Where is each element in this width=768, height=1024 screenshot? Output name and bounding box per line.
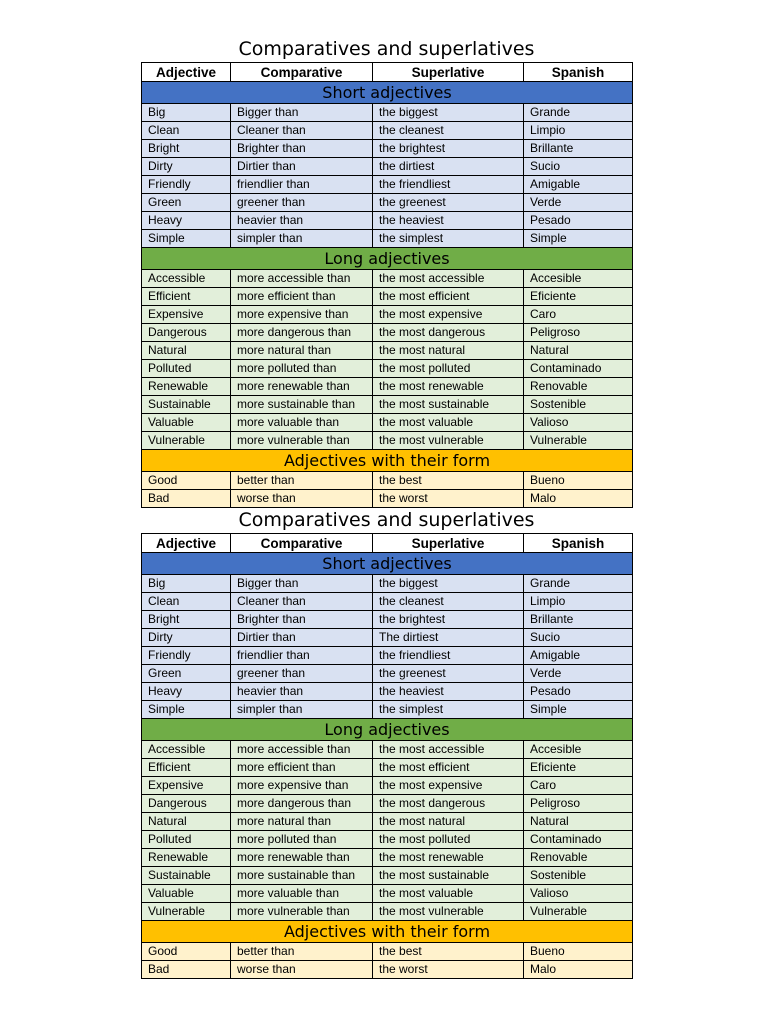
section-label: Long adjectives	[142, 719, 633, 741]
cell-spanish: Renovable	[524, 849, 633, 867]
section-label: Short adjectives	[142, 82, 633, 104]
cell-adjective: Bright	[142, 140, 231, 158]
cell-superlative: the cleanest	[373, 122, 524, 140]
cell-comparative: more expensive than	[231, 777, 373, 795]
cell-spanish: Sucio	[524, 629, 633, 647]
cell-comparative: more renewable than	[231, 849, 373, 867]
cell-spanish: Grande	[524, 104, 633, 122]
cell-adjective: Accessible	[142, 270, 231, 288]
table-row	[142, 432, 633, 450]
cell-spanish: Natural	[524, 342, 633, 360]
cell-adjective: Natural	[142, 813, 231, 831]
cell-comparative: more sustainable than	[231, 396, 373, 414]
table-row	[142, 176, 633, 194]
cell-comparative: Brighter than	[231, 140, 373, 158]
cell-spanish: Sostenible	[524, 396, 633, 414]
header-superlative: Superlative	[373, 63, 524, 82]
vocab-table-block-2	[141, 507, 632, 979]
cell-comparative: Bigger than	[231, 104, 373, 122]
header-adjective: Adjective	[142, 534, 231, 553]
header-spanish: Spanish	[524, 534, 633, 553]
cell-comparative: Dirtier than	[231, 158, 373, 176]
cell-spanish: Pesado	[524, 683, 633, 701]
cell-comparative: more accessible than	[231, 741, 373, 759]
cell-adjective: Polluted	[142, 360, 231, 378]
cell-comparative: greener than	[231, 194, 373, 212]
section-header-irr	[142, 921, 633, 943]
section-label: Adjectives with their form	[142, 450, 633, 472]
cell-superlative: the best	[373, 943, 524, 961]
cell-adjective: Friendly	[142, 647, 231, 665]
table-row	[142, 849, 633, 867]
cell-superlative: the most valuable	[373, 885, 524, 903]
cell-adjective: Accessible	[142, 741, 231, 759]
cell-spanish: Brillante	[524, 611, 633, 629]
cell-adjective: Vulnerable	[142, 432, 231, 450]
cell-comparative: more efficient than	[231, 288, 373, 306]
cell-superlative: the greenest	[373, 194, 524, 212]
cell-adjective: Efficient	[142, 759, 231, 777]
table-row	[142, 194, 633, 212]
cell-superlative: the most dangerous	[373, 324, 524, 342]
comparatives-table	[141, 533, 633, 979]
cell-comparative: friendlier than	[231, 647, 373, 665]
cell-comparative: heavier than	[231, 683, 373, 701]
cell-adjective: Sustainable	[142, 396, 231, 414]
table-row	[142, 122, 633, 140]
table-row	[142, 795, 633, 813]
table-title: Comparatives and superlatives	[238, 509, 535, 531]
cell-comparative: more accessible than	[231, 270, 373, 288]
cell-spanish: Accesible	[524, 741, 633, 759]
cell-spanish: Bueno	[524, 472, 633, 490]
table-row	[142, 306, 633, 324]
cell-spanish: Accesible	[524, 270, 633, 288]
cell-spanish: Simple	[524, 230, 633, 248]
table-title: Comparatives and superlatives	[238, 38, 535, 60]
cell-superlative: the best	[373, 472, 524, 490]
cell-comparative: more valuable than	[231, 885, 373, 903]
cell-comparative: more polluted than	[231, 831, 373, 849]
cell-comparative: better than	[231, 943, 373, 961]
table-row	[142, 759, 633, 777]
cell-adjective: Big	[142, 575, 231, 593]
vocab-table-block-1	[141, 36, 632, 508]
cell-spanish: Peligroso	[524, 795, 633, 813]
table-row	[142, 472, 633, 490]
cell-spanish: Contaminado	[524, 831, 633, 849]
cell-adjective: Simple	[142, 701, 231, 719]
cell-superlative: The dirtiest	[373, 629, 524, 647]
cell-spanish: Amigable	[524, 647, 633, 665]
cell-superlative: the most valuable	[373, 414, 524, 432]
cell-adjective: Bright	[142, 611, 231, 629]
cell-comparative: simpler than	[231, 230, 373, 248]
cell-spanish: Pesado	[524, 212, 633, 230]
cell-adjective: Heavy	[142, 683, 231, 701]
cell-adjective: Bad	[142, 490, 231, 508]
cell-comparative: Brighter than	[231, 611, 373, 629]
cell-superlative: the worst	[373, 961, 524, 979]
cell-comparative: more dangerous than	[231, 324, 373, 342]
cell-superlative: the most polluted	[373, 831, 524, 849]
cell-spanish: Caro	[524, 306, 633, 324]
table-row	[142, 777, 633, 795]
cell-adjective: Efficient	[142, 288, 231, 306]
cell-superlative: the cleanest	[373, 593, 524, 611]
cell-superlative: the most dangerous	[373, 795, 524, 813]
cell-spanish: Peligroso	[524, 324, 633, 342]
table-row	[142, 813, 633, 831]
section-label: Adjectives with their form	[142, 921, 633, 943]
cell-spanish: Limpio	[524, 593, 633, 611]
cell-comparative: Cleaner than	[231, 122, 373, 140]
cell-comparative: more natural than	[231, 342, 373, 360]
table-row	[142, 104, 633, 122]
table-row	[142, 831, 633, 849]
header-adjective: Adjective	[142, 63, 231, 82]
header-spanish: Spanish	[524, 63, 633, 82]
cell-adjective: Good	[142, 472, 231, 490]
table-row	[142, 490, 633, 508]
cell-comparative: more expensive than	[231, 306, 373, 324]
cell-superlative: the most renewable	[373, 378, 524, 396]
table-row	[142, 593, 633, 611]
cell-comparative: friendlier than	[231, 176, 373, 194]
cell-superlative: the most sustainable	[373, 867, 524, 885]
cell-spanish: Eficiente	[524, 759, 633, 777]
cell-comparative: Bigger than	[231, 575, 373, 593]
cell-adjective: Renewable	[142, 849, 231, 867]
cell-superlative: the most natural	[373, 813, 524, 831]
comparatives-table	[141, 62, 633, 508]
cell-adjective: Dangerous	[142, 795, 231, 813]
cell-comparative: better than	[231, 472, 373, 490]
table-row	[142, 629, 633, 647]
table-row	[142, 360, 633, 378]
cell-superlative: the heaviest	[373, 212, 524, 230]
cell-comparative: more vulnerable than	[231, 903, 373, 921]
cell-comparative: more polluted than	[231, 360, 373, 378]
cell-adjective: Dirty	[142, 158, 231, 176]
cell-spanish: Vulnerable	[524, 432, 633, 450]
table-row	[142, 342, 633, 360]
section-header-short	[142, 82, 633, 104]
cell-comparative: more sustainable than	[231, 867, 373, 885]
cell-superlative: the brightest	[373, 140, 524, 158]
table-row	[142, 683, 633, 701]
table-row	[142, 140, 633, 158]
cell-adjective: Vulnerable	[142, 903, 231, 921]
cell-superlative: the most renewable	[373, 849, 524, 867]
cell-comparative: more dangerous than	[231, 795, 373, 813]
cell-comparative: Cleaner than	[231, 593, 373, 611]
cell-adjective: Polluted	[142, 831, 231, 849]
header-superlative: Superlative	[373, 534, 524, 553]
table-row	[142, 288, 633, 306]
cell-superlative: the most vulnerable	[373, 903, 524, 921]
cell-superlative: the simplest	[373, 701, 524, 719]
table-row	[142, 575, 633, 593]
cell-superlative: the greenest	[373, 665, 524, 683]
table-row	[142, 961, 633, 979]
cell-spanish: Amigable	[524, 176, 633, 194]
cell-superlative: the simplest	[373, 230, 524, 248]
cell-spanish: Simple	[524, 701, 633, 719]
table-row	[142, 903, 633, 921]
cell-adjective: Bad	[142, 961, 231, 979]
table-row	[142, 867, 633, 885]
cell-superlative: the most natural	[373, 342, 524, 360]
cell-adjective: Good	[142, 943, 231, 961]
table-row	[142, 611, 633, 629]
cell-spanish: Renovable	[524, 378, 633, 396]
cell-comparative: more efficient than	[231, 759, 373, 777]
cell-spanish: Brillante	[524, 140, 633, 158]
section-header-irr	[142, 450, 633, 472]
cell-comparative: more natural than	[231, 813, 373, 831]
table-row	[142, 396, 633, 414]
header-row	[142, 534, 633, 553]
header-row	[142, 63, 633, 82]
cell-adjective: Clean	[142, 593, 231, 611]
cell-superlative: the most expensive	[373, 777, 524, 795]
cell-superlative: the most efficient	[373, 759, 524, 777]
table-row	[142, 378, 633, 396]
cell-superlative: the most efficient	[373, 288, 524, 306]
table-row	[142, 741, 633, 759]
cell-spanish: Bueno	[524, 943, 633, 961]
cell-spanish: Natural	[524, 813, 633, 831]
section-label: Short adjectives	[142, 553, 633, 575]
cell-adjective: Big	[142, 104, 231, 122]
cell-superlative: the brightest	[373, 611, 524, 629]
cell-spanish: Valioso	[524, 414, 633, 432]
cell-adjective: Expensive	[142, 306, 231, 324]
cell-spanish: Sostenible	[524, 867, 633, 885]
cell-superlative: the friendliest	[373, 176, 524, 194]
table-row	[142, 647, 633, 665]
cell-comparative: simpler than	[231, 701, 373, 719]
cell-superlative: the friendliest	[373, 647, 524, 665]
cell-comparative: worse than	[231, 961, 373, 979]
cell-spanish: Sucio	[524, 158, 633, 176]
section-label: Long adjectives	[142, 248, 633, 270]
cell-spanish: Valioso	[524, 885, 633, 903]
cell-adjective: Green	[142, 665, 231, 683]
cell-adjective: Sustainable	[142, 867, 231, 885]
table-row	[142, 270, 633, 288]
cell-superlative: the biggest	[373, 575, 524, 593]
cell-superlative: the most sustainable	[373, 396, 524, 414]
header-comparative: Comparative	[231, 534, 373, 553]
cell-spanish: Grande	[524, 575, 633, 593]
cell-adjective: Clean	[142, 122, 231, 140]
cell-spanish: Verde	[524, 665, 633, 683]
table-row	[142, 212, 633, 230]
cell-comparative: greener than	[231, 665, 373, 683]
cell-spanish: Limpio	[524, 122, 633, 140]
cell-spanish: Caro	[524, 777, 633, 795]
header-comparative: Comparative	[231, 63, 373, 82]
cell-spanish: Malo	[524, 961, 633, 979]
cell-superlative: the most accessible	[373, 741, 524, 759]
table-row	[142, 665, 633, 683]
cell-spanish: Vulnerable	[524, 903, 633, 921]
cell-spanish: Contaminado	[524, 360, 633, 378]
cell-superlative: the worst	[373, 490, 524, 508]
cell-superlative: the most accessible	[373, 270, 524, 288]
cell-superlative: the most vulnerable	[373, 432, 524, 450]
cell-superlative: the dirtiest	[373, 158, 524, 176]
cell-comparative: more valuable than	[231, 414, 373, 432]
cell-adjective: Green	[142, 194, 231, 212]
cell-superlative: the biggest	[373, 104, 524, 122]
cell-adjective: Renewable	[142, 378, 231, 396]
table-row	[142, 701, 633, 719]
cell-superlative: the most expensive	[373, 306, 524, 324]
table-row	[142, 324, 633, 342]
cell-adjective: Dangerous	[142, 324, 231, 342]
section-header-long	[142, 248, 633, 270]
section-header-short	[142, 553, 633, 575]
cell-spanish: Malo	[524, 490, 633, 508]
cell-comparative: Dirtier than	[231, 629, 373, 647]
cell-adjective: Friendly	[142, 176, 231, 194]
cell-superlative: the most polluted	[373, 360, 524, 378]
cell-adjective: Valuable	[142, 414, 231, 432]
cell-spanish: Eficiente	[524, 288, 633, 306]
table-row	[142, 158, 633, 176]
cell-superlative: the heaviest	[373, 683, 524, 701]
section-header-long	[142, 719, 633, 741]
cell-adjective: Expensive	[142, 777, 231, 795]
cell-comparative: more vulnerable than	[231, 432, 373, 450]
cell-comparative: more renewable than	[231, 378, 373, 396]
table-row	[142, 885, 633, 903]
cell-adjective: Simple	[142, 230, 231, 248]
table-row	[142, 943, 633, 961]
table-row	[142, 230, 633, 248]
cell-adjective: Dirty	[142, 629, 231, 647]
cell-adjective: Heavy	[142, 212, 231, 230]
cell-adjective: Natural	[142, 342, 231, 360]
cell-adjective: Valuable	[142, 885, 231, 903]
cell-comparative: heavier than	[231, 212, 373, 230]
table-row	[142, 414, 633, 432]
cell-comparative: worse than	[231, 490, 373, 508]
cell-spanish: Verde	[524, 194, 633, 212]
